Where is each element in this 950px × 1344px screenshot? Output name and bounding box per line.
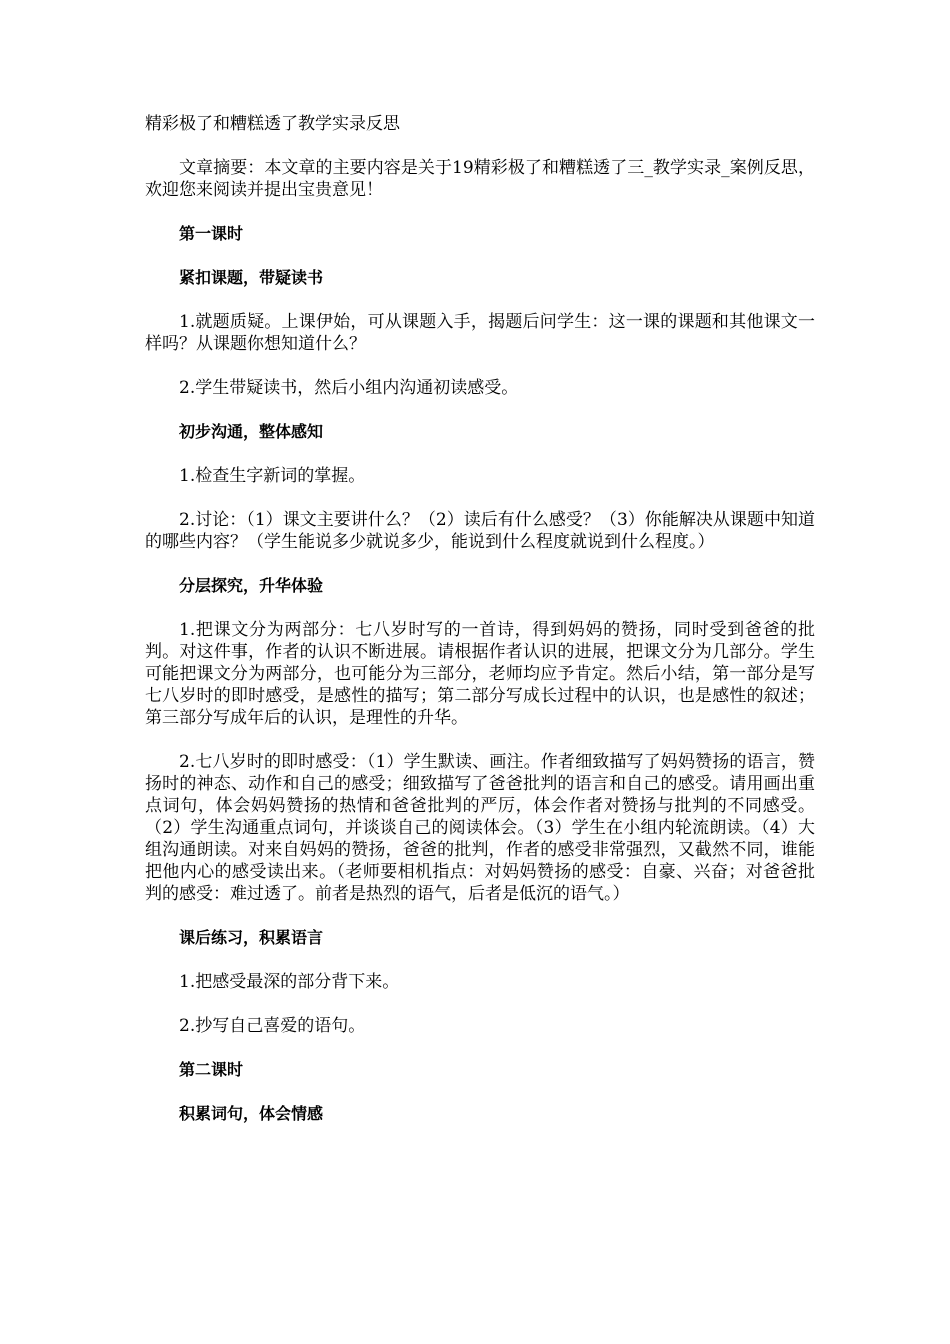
section-heading-lesson-1: 第一课时 [179, 224, 244, 243]
paragraph-immediate-feelings: 2.七八岁时的即时感受：（1）学生默读、画注。作者细致描写了妈妈赞扬的语言，赞扬时的神态、动作和自己的感受；细致描写了爸爸批判的语言和自己的感受。请用画出重点词句，体会妈妈赞扬的热情和爸爸批判的严厉，体会作者对赞扬与批判的不同感受。（2）学生沟通重点词句，并谈谈自己的阅读体会。（3）学生在小组内轮流朗读。（4）大组沟通朗读。对来自妈妈的赞扬，爸爸的批判，作者的感受非常强烈，又截然不同，谁能把他内心的感受读出来。（老师要相机指点：对妈妈赞扬的感受：自豪、兴奋；对爸爸批判的感受：难过透了。前者是热烈的语气，后者是低沉的语气。） [145, 752, 815, 904]
paragraph-group-reading: 2.学生带疑读书，然后小组内沟通初读感受。 [179, 378, 519, 398]
abstract-paragraph: 文章摘要：本文章的主要内容是关于19精彩极了和糟糕透了三_教学实录_案例反思，欢迎您来阅读并提出宝贵意见！ [145, 158, 815, 200]
paragraph-divide-text: 1.把课文分为两部分：七八岁时写的一首诗，得到妈妈的赞扬，同时受到爸爸的批判。对这件事，作者的认识不断进展。请根据作者认识的进展，把课文分为几部分。学生可能把课文分为两部分，也可能分为三部分，老师均应予肯定。然后小结，第一部分是写七八岁时的即时感受，是感性的描写；第二部分写成长过程中的认识，也是感性的叙述；第三部分写成年后的认识，是理性的升华。 [145, 620, 815, 728]
paragraph-memorize: 1.把感受最深的部分背下来。 [179, 972, 400, 992]
paragraph-copy-sentences: 2.抄写自己喜爱的语句。 [179, 1016, 366, 1036]
document-body [145, 113, 815, 1147]
paragraph-check-words: 1.检查生字新词的掌握。 [179, 466, 366, 486]
section-heading-after-class-practice: 课后练习，积累语言 [179, 928, 324, 947]
section-heading-layered-exploration: 分层探究，升华体验 [179, 576, 324, 595]
paragraph-question-title: 1.就题质疑。上课伊始，可从课题入手，揭题后问学生：这一课的课题和其他课文一样吗？从课题你想知道什么？ [145, 312, 815, 354]
section-heading-read-with-questions: 紧扣课题，带疑读书 [179, 268, 324, 287]
paragraph-discussion: 2.讨论：（1）课文主要讲什么？（2）读后有什么感受？（3）你能解决从课题中知道的哪些内容？（学生能说多少就说多少，能说到什么程度就说到什么程度。） [145, 510, 815, 552]
section-heading-accumulate-words: 积累词句，体会情感 [179, 1104, 324, 1123]
document-title: 精彩极了和糟糕透了教学实录反思 [145, 114, 400, 134]
section-heading-lesson-2: 第二课时 [179, 1060, 244, 1079]
section-heading-overall-perception: 初步沟通，整体感知 [179, 422, 324, 441]
